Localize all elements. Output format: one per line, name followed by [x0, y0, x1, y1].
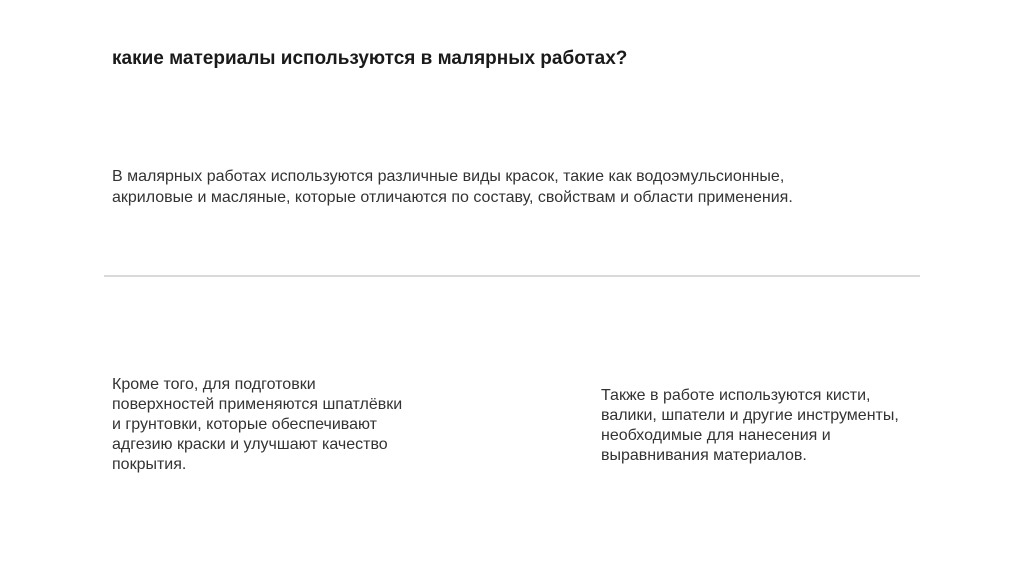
- left-line-3: и грунтовки, которые обеспечивают: [112, 416, 377, 433]
- left-column-paragraph: [112, 375, 472, 475]
- section-divider: [104, 275, 920, 277]
- right-line-3: необходимые для нанесения и: [601, 427, 831, 444]
- intro-line-2: акриловые и масляные, которые отличаются по составу, свойствам и области применения.: [112, 189, 793, 206]
- right-line-1: Также в работе используются кисти,: [601, 387, 871, 404]
- right-line-4: выравнивания материалов.: [601, 447, 807, 464]
- left-line-1: Кроме того, для подготовки: [112, 376, 316, 393]
- left-line-2: поверхностей применяются шпатлёвки: [112, 396, 403, 413]
- right-line-2: валики, шпатели и другие инструменты,: [601, 407, 899, 424]
- slide-title: какие материалы используются в малярных работах?: [112, 48, 628, 69]
- right-column-paragraph: [601, 386, 961, 466]
- intro-paragraph: [112, 166, 932, 208]
- left-line-5: покрытия.: [112, 456, 187, 473]
- left-line-4: адгезию краски и улучшают качество: [112, 436, 388, 453]
- intro-line-1: В малярных работах используются различные виды красок, такие как водоэмульсионные,: [112, 168, 785, 185]
